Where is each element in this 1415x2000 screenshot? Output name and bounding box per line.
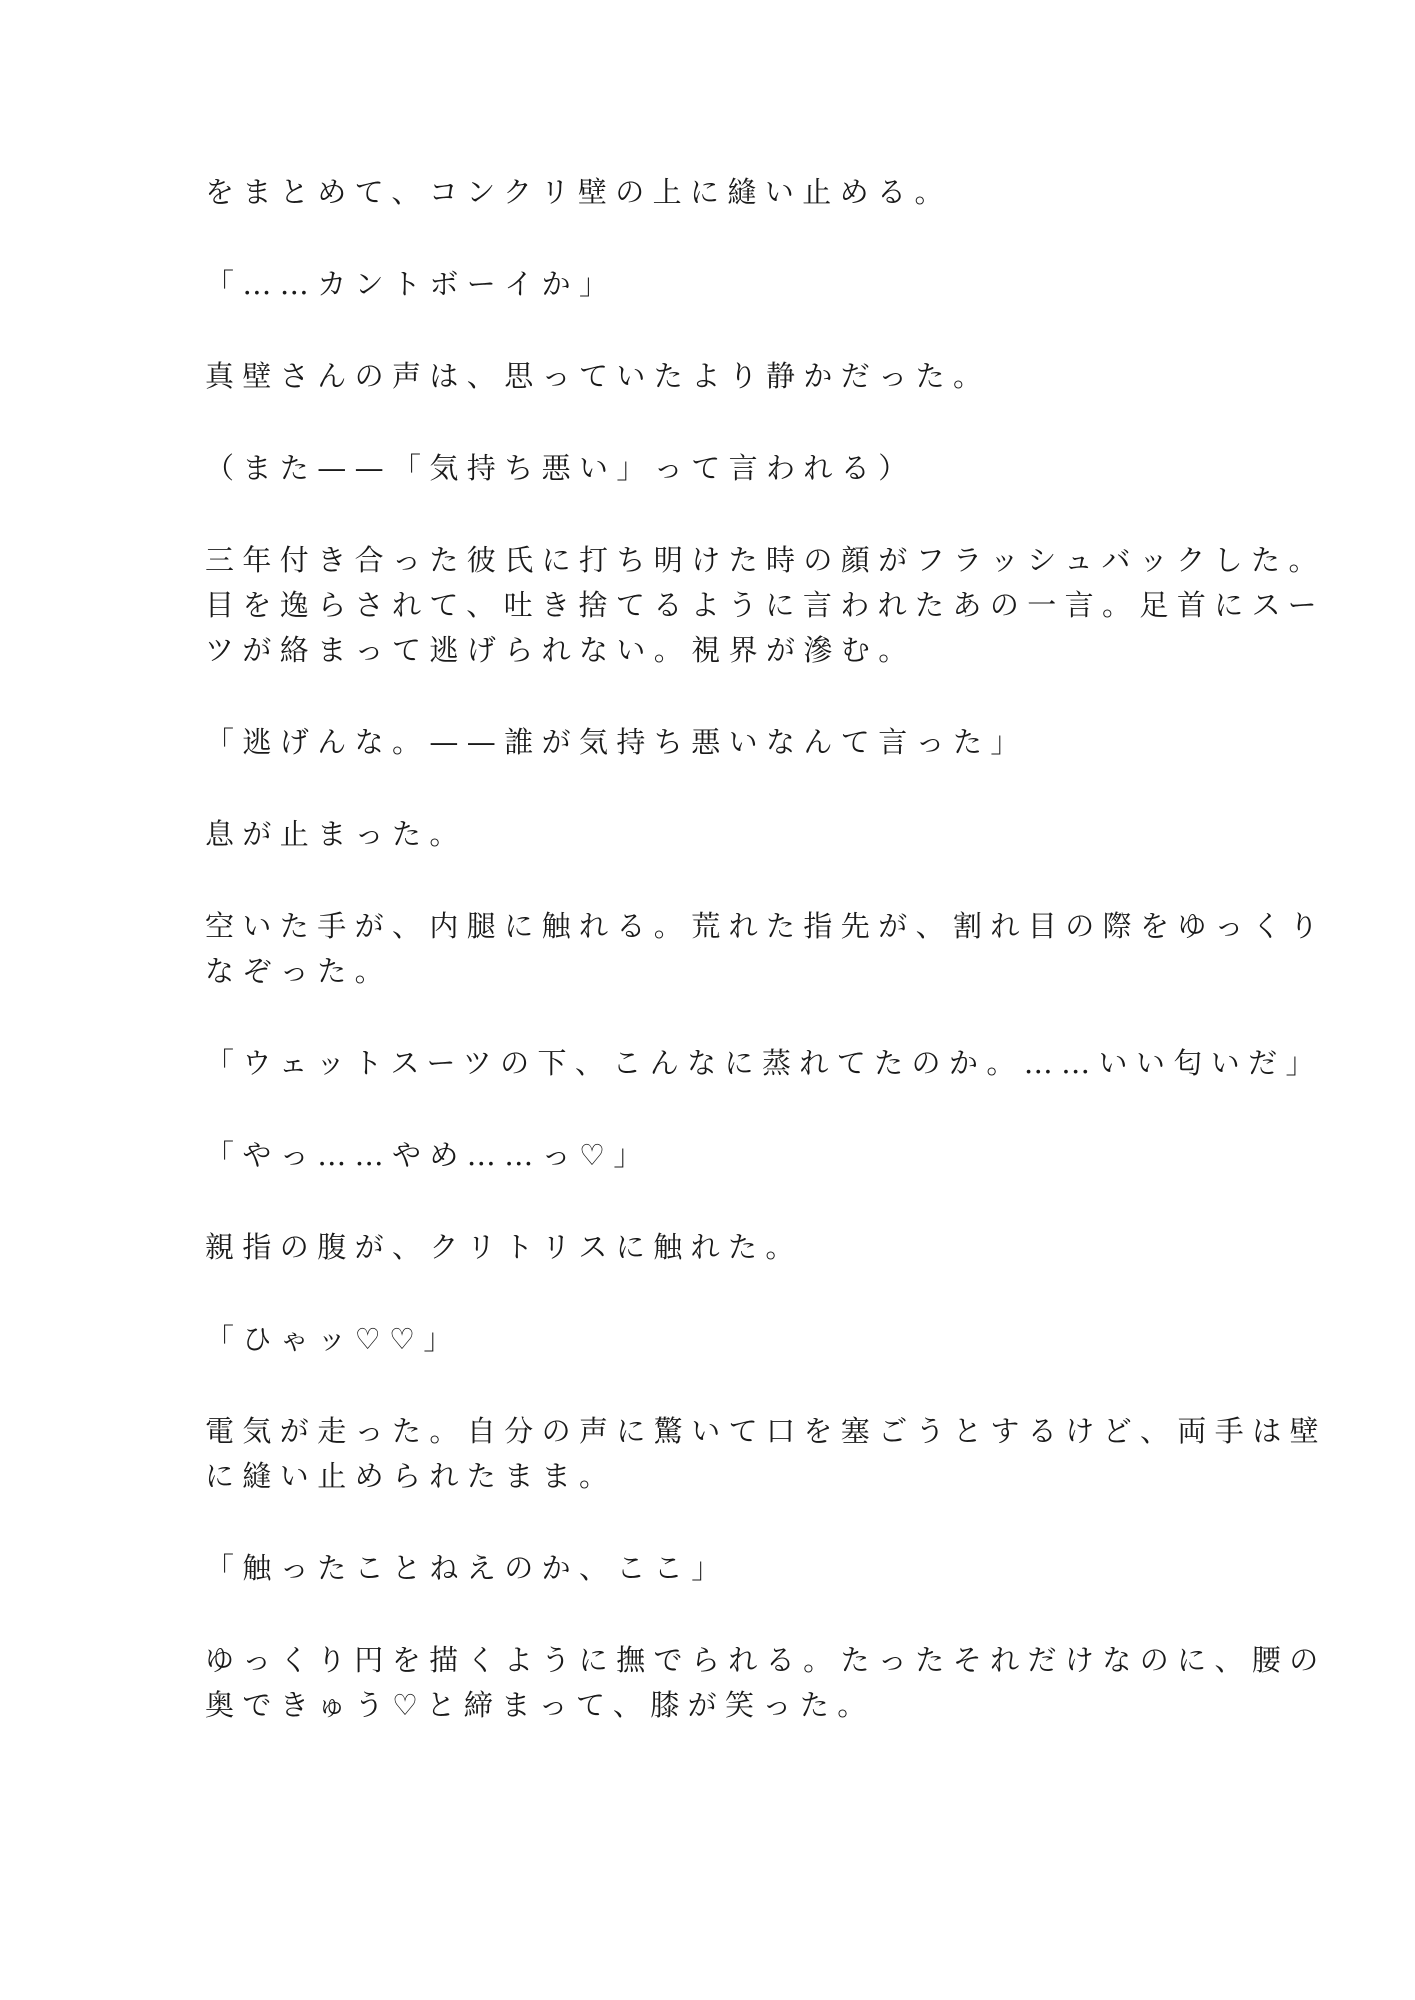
paragraph	[205, 904, 1327, 994]
text-line: 「ウェットスーツの下、こんなに蒸れてたのか。……いい匂いだ」	[205, 1046, 1323, 1080]
text-line: に縫い止められたまま。	[205, 1459, 617, 1493]
paragraph	[205, 538, 1326, 673]
paragraph	[205, 1041, 1323, 1086]
paragraph	[205, 1133, 1195, 1178]
paragraph	[205, 1225, 1195, 1270]
text-line: をまとめて、コンクリ壁の上に縫い止める。	[205, 175, 952, 209]
paragraph	[205, 720, 1195, 765]
text-line: 真壁さんの声は、思っていたより静かだった。	[205, 359, 991, 393]
paragraph	[205, 170, 1195, 215]
text-line: 電気が走った。自分の声に驚いて口を塞ごうとするけど、両手は壁	[205, 1414, 1328, 1448]
text-line: ゆっくり円を描くように撫でられる。たったそれだけなのに、腰の	[205, 1643, 1327, 1677]
text-line: ツが絡まって逃げられない。視界が滲む。	[205, 633, 916, 667]
paragraph	[205, 354, 1195, 399]
text-line: 「逃げんな。——誰が気持ち悪いなんて言った」	[205, 725, 1028, 759]
text-line: 空いた手が、内腿に触れる。荒れた指先が、割れ目の際をゆっくり	[205, 909, 1327, 943]
text-line: 目を逸らされて、吐き捨てるように言われたあの一言。足首にスー	[205, 588, 1325, 622]
text-line: 「……カントボーイか」	[205, 267, 617, 301]
paragraph	[205, 446, 1195, 491]
text-line: （また——「気持ち悪い」って言われる）	[205, 451, 916, 485]
text-line: 親指の腹が、クリトリスに触れた。	[205, 1230, 803, 1264]
paragraph	[205, 262, 1195, 307]
text-line: 「触ったことねえのか、ここ」	[205, 1551, 729, 1585]
text-line: なぞった。	[205, 954, 393, 988]
paragraph	[205, 1409, 1328, 1499]
paragraph	[205, 1317, 1195, 1362]
paragraph	[205, 1546, 1195, 1591]
paragraph	[205, 812, 1195, 857]
text-line: 「ひゃッ♡♡」	[205, 1322, 461, 1356]
text-line: 三年付き合った彼氏に打ち明けた時の顔がフラッシュバックした。	[205, 543, 1326, 577]
paragraph	[205, 1638, 1327, 1728]
text-line: 奥できゅう♡と締まって、膝が笑った。	[205, 1688, 875, 1722]
body-text	[205, 170, 1328, 1775]
text-line: 息が止まった。	[205, 817, 467, 851]
text-line: 「やっ……やめ……っ♡」	[205, 1138, 651, 1172]
